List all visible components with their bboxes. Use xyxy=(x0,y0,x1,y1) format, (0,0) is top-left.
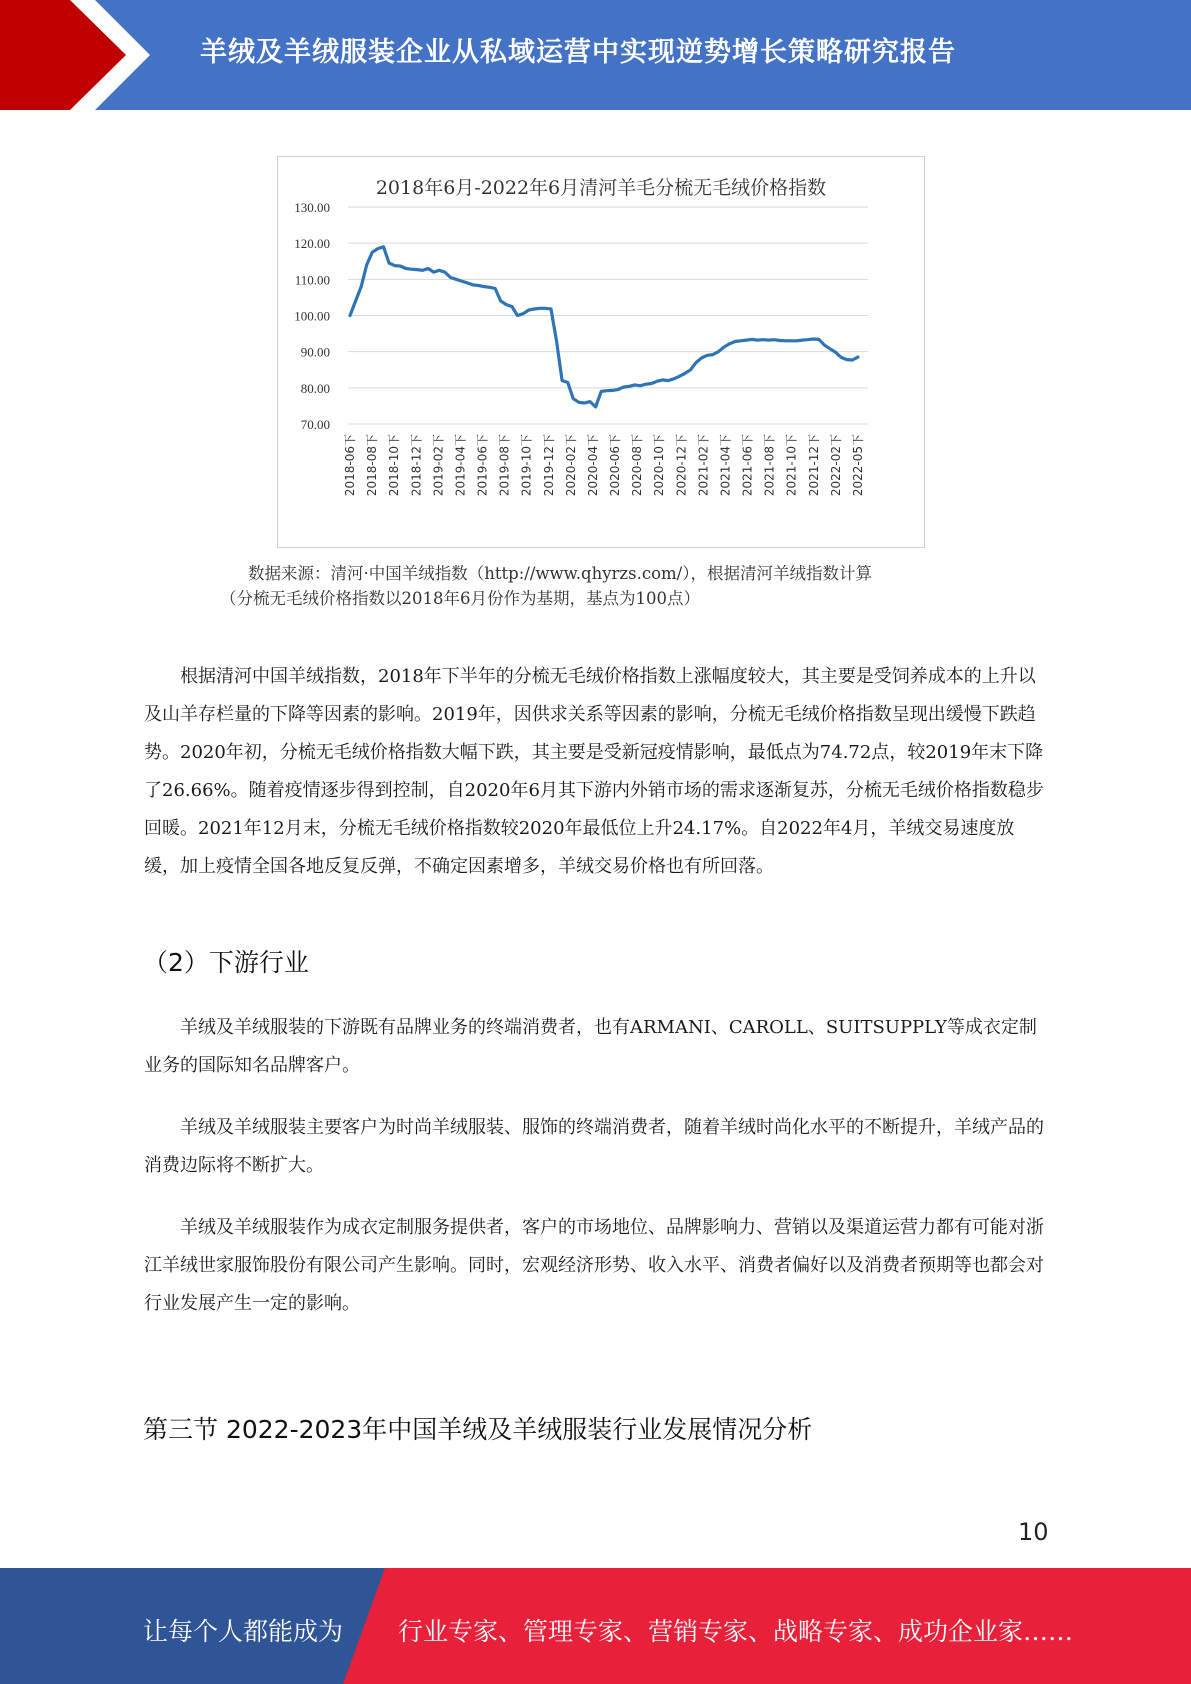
y-tick-label: 110.00 xyxy=(294,272,330,288)
y-tick-label: 70.00 xyxy=(300,417,330,432)
paragraph-downstream-customers: 羊绒及羊绒服装的下游既有品牌业务的终端消费者，也有ARMANI、CAROLL、SUITSUPPLY等成衣定制业务的国际知名品牌客户。 xyxy=(144,1017,1037,1076)
series-line xyxy=(350,247,858,407)
x-tick-label: 2022-05下 xyxy=(851,434,865,497)
paragraph-influence-factors: 羊绒及羊绒服装作为成衣定制服务提供者，客户的市场地位、品牌影响力、营销以及渠道运营力都有可能对浙江羊绒世家服饰股份有限公司产生影响。同时，宏观经济形势、收入水平、消费者偏好以及消费者预期等也都会对行业发展产生一定的影响。 xyxy=(144,1217,1044,1314)
x-tick-label: 2019-04下 xyxy=(453,434,468,497)
y-tick-label: 120.00 xyxy=(294,236,330,252)
paragraph-price-index-analysis: 根据清河中国羊绒指数，2018年下半年的分梳无毛绒价格指数上涨幅度较大，其主要是受饲养成本的上升以及山羊存栏量的下降等因素的影响。2019年，因供求关系等因素的影响，分梳无毛绒价格指数呈现出缓慢下跌趋势。2020年初，分梳无毛绒价格指数大幅下跌，其主要是受新冠疫情影响，最低点为74.72点，较2019年末下降了26.66%。随着疫情逐步得到控制，自2020年6月其下游内外销市场的需求逐渐复苏，分梳无毛绒价格指数稳步回暖。2021年12月末，分梳无毛绒价格指数较2020年最低位上升24.17%。自2022年4月，羊绒交易速度放缓，加上疫情全国各地反复反弹，不确定因素增多，羊绒交易价格也有所回落。 xyxy=(144,666,1044,877)
report-title: 羊绒及羊绒服装企业从私域运营中实现逆势增长策略研究报告 xyxy=(200,37,956,68)
x-tick-label: 2020-06下 xyxy=(608,434,623,497)
footer-slogan-right: 行业专家、管理专家、营销专家、战略专家、成功企业家…… xyxy=(398,1617,1074,1646)
x-tick-label: 2021-10下 xyxy=(784,434,799,497)
x-tick-label: 2022-02下 xyxy=(828,434,843,497)
x-tick-label: 2019-08下 xyxy=(497,434,512,497)
x-tick-label: 2018-12下 xyxy=(409,434,424,497)
x-tick-label: 2021-02下 xyxy=(696,434,711,497)
chart-base-note: （分梳无毛绒价格指数以2018年6月份作为基期，基点为100点） xyxy=(220,589,700,608)
chart-title: 2018年6月-2022年6月清河羊毛分梳无毛绒价格指数 xyxy=(375,177,827,199)
y-tick-label: 90.00 xyxy=(300,344,330,360)
page-number: 10 xyxy=(1018,1518,1049,1546)
x-tick-label: 2021-12下 xyxy=(806,434,821,497)
x-tick-label: 2021-04下 xyxy=(718,434,733,497)
x-tick-label: 2019-06下 xyxy=(475,434,490,497)
x-tick-label: 2020-10下 xyxy=(652,434,667,497)
x-tick-label: 2020-12下 xyxy=(674,434,689,497)
x-tick-label: 2020-02下 xyxy=(563,434,578,497)
x-tick-label: 2021-06下 xyxy=(740,434,755,497)
x-tick-label: 2018-10下 xyxy=(387,434,402,497)
footer-slogan-left: 让每个人都能成为 xyxy=(143,1617,344,1646)
x-tick-label: 2019-12下 xyxy=(541,434,556,497)
chart-canvas xyxy=(278,157,924,547)
x-tick-label: 2018-06下 xyxy=(343,434,357,497)
y-tick-label: 130.00 xyxy=(294,200,330,215)
x-tick-label: 2020-08下 xyxy=(630,434,645,497)
y-tick-label: 100.00 xyxy=(294,308,330,324)
x-tick-label: 2018-08下 xyxy=(365,434,380,497)
y-tick-label: 80.00 xyxy=(300,380,330,396)
x-tick-label: 2021-08下 xyxy=(762,434,777,497)
paragraph-main-customers: 羊绒及羊绒服装主要客户为时尚羊绒服装、服饰的终端消费者，随着羊绒时尚化水平的不断提升，羊绒产品的消费边际将不断扩大。 xyxy=(144,1117,1044,1176)
x-tick-label: 2020-04下 xyxy=(585,434,600,497)
section-heading-industry-development: 第三节 2022-2023年中国羊绒及羊绒服装行业发展情况分析 xyxy=(143,1415,813,1444)
x-tick-label: 2019-10下 xyxy=(519,434,534,497)
price-index-chart xyxy=(277,156,925,548)
chart-source-caption: 数据来源：清河·中国羊绒指数（http://www.qhyrzs.com/），根据清河羊绒指数计算 xyxy=(248,564,872,583)
section-heading-downstream: （2）下游行业 xyxy=(143,948,309,977)
x-tick-label: 2019-02下 xyxy=(431,434,446,497)
